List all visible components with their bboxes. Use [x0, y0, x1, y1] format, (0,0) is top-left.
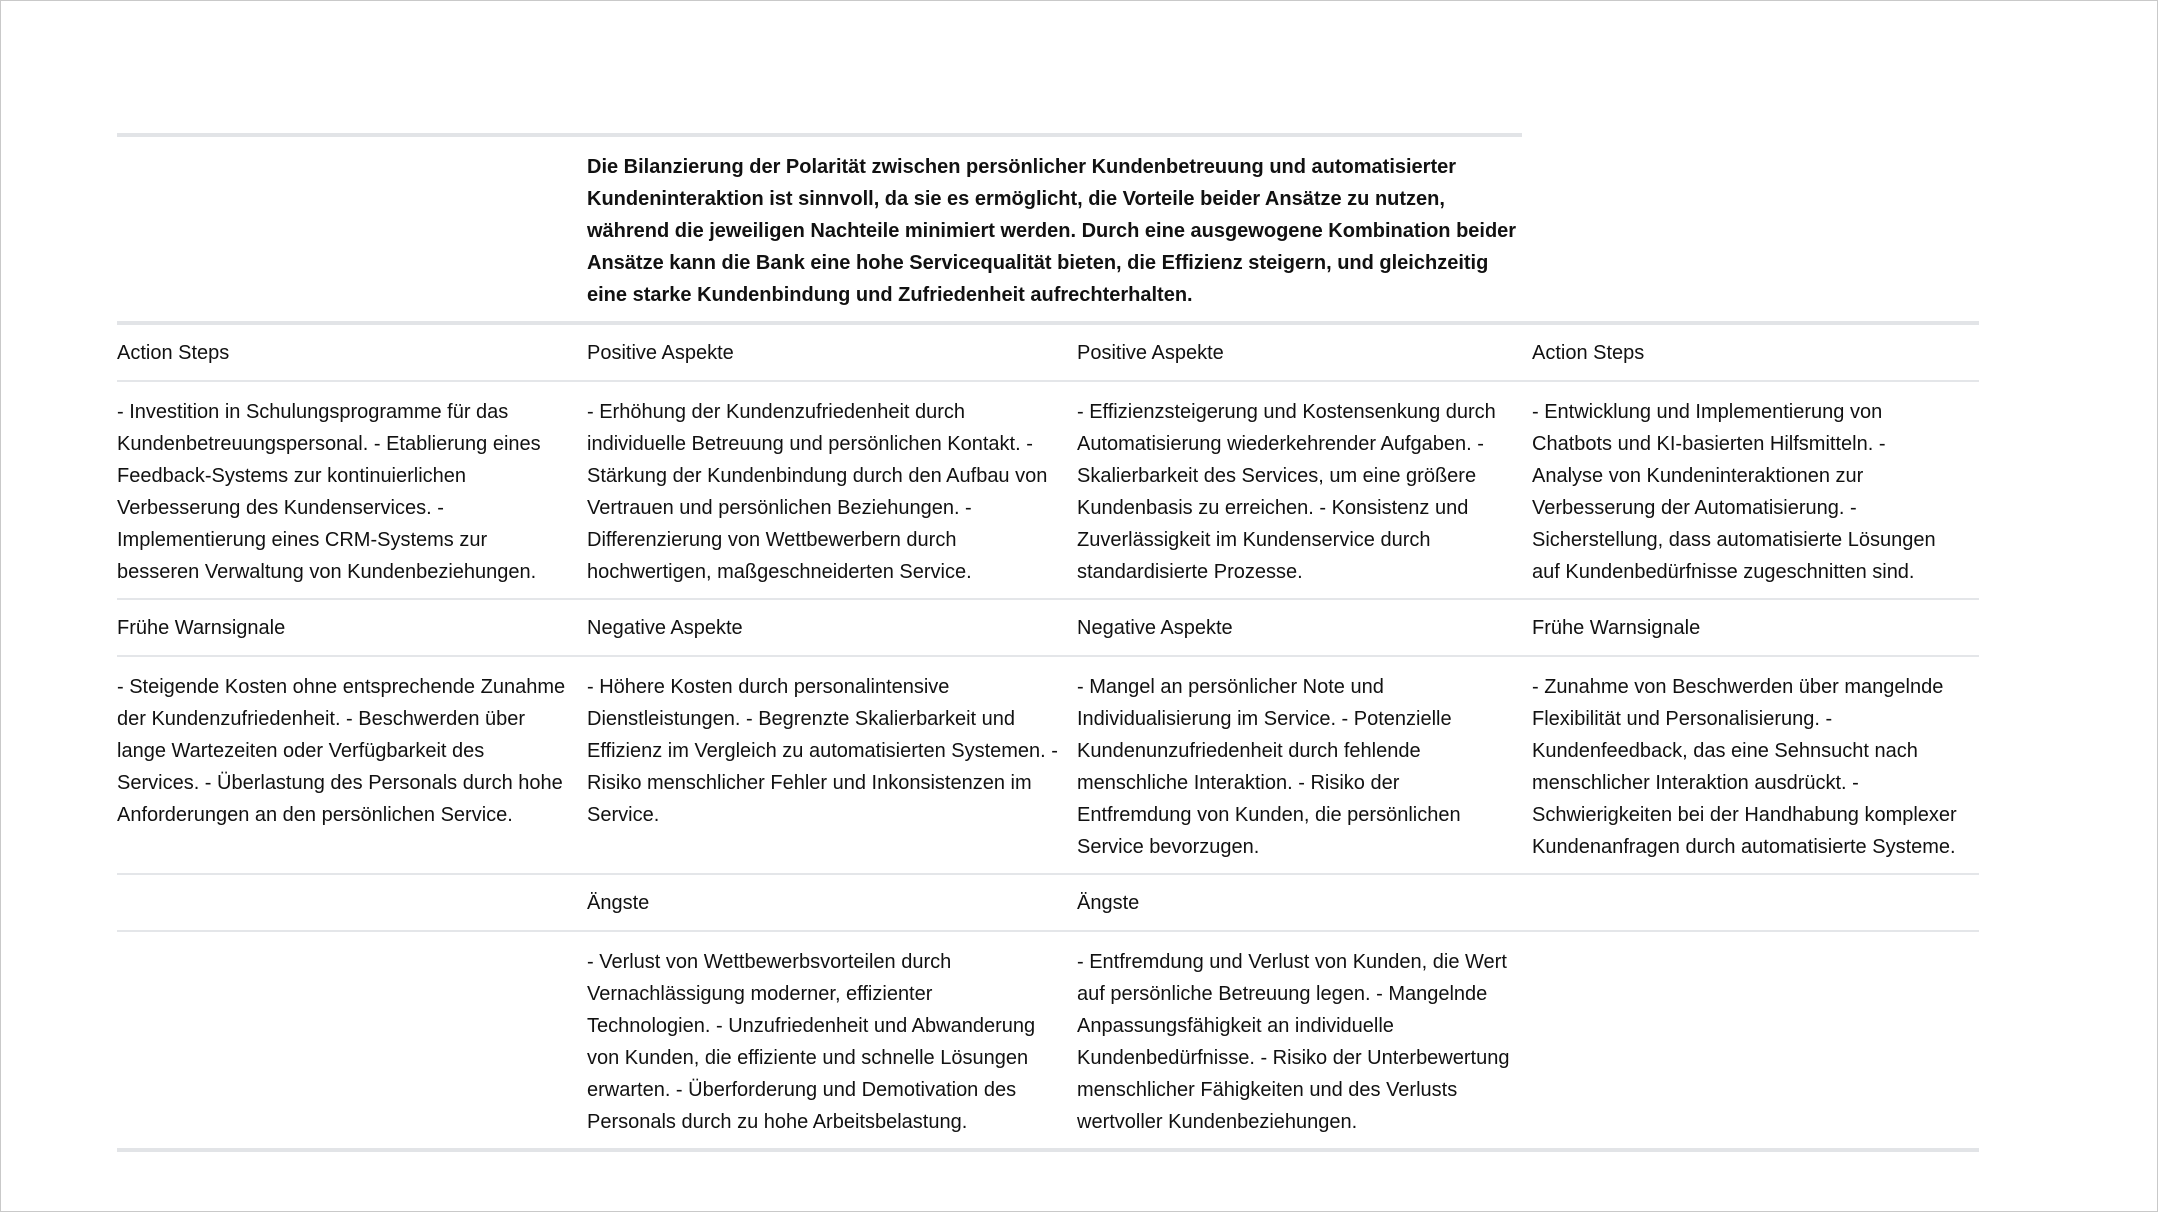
intro-spacer: [117, 137, 587, 321]
header-cell-negative-left: Negative Aspekte: [587, 617, 743, 639]
intro-summary-text: Die Bilanzierung der Polarität zwischen persönlicher Kundenbetreuung und automatisierter Kundeninteraktion ist sinnvoll, da sie es ermöglicht, die Vorteile beider Ansätze zu nutzen, während die jeweiligen Nachteile minimiert werden. Durch eine ausgewogene Kombination beider Ansätze kann die Bank eine hohe Servicequalität bieten, die Effizienz steigern, und gleichzeitig eine starke Kundenbindung und Zufriedenheit aufrechterhalten.: [587, 156, 1517, 306]
table-row: [117, 655, 1979, 873]
header-cell-fears-right: Ängste: [1077, 892, 1140, 914]
table-row: [117, 930, 1979, 1148]
header-cell-negative-right: Negative Aspekte: [1077, 617, 1233, 639]
cell-action-steps-right: - Entwicklung und Implementierung von Chatbots und KI-basierten Hilfsmitteln. - Analyse von Kundeninteraktionen zur Verbesserung der Automatisierung. - Sicherstellung, dass automatisierte Lösungen auf Kundenbedürfnisse zugeschnitten sind.: [1532, 401, 1936, 583]
intro-row: [117, 137, 1979, 321]
header-cell-action-steps-left: Action Steps: [117, 342, 230, 364]
cell-positive-right: - Effizienzsteigerung und Kostensenkung durch Automatisierung wiederkehrender Aufgaben. - Skalierbarkeit des Services, um eine größere Kundenbasis zu erreichen. - Konsistenz und Zuverlässigkeit im Kundenservice durch standardisierte Prozesse.: [1077, 401, 1496, 583]
header-cell-action-steps-right: Action Steps: [1532, 342, 1645, 364]
header-cell-fears-left: Ängste: [587, 892, 650, 914]
cell-empty-left: [117, 932, 587, 1148]
cell-warning-left: - Steigende Kosten ohne entsprechende Zunahme der Kundenzufriedenheit. - Beschwerden über lange Wartezeiten oder Verfügbarkeit des Services. - Überlastung des Personals durch hohe Anforderungen an den persönlichen Service.: [117, 676, 566, 826]
header-cell-empty-right: [1532, 875, 1979, 930]
polarity-table: [117, 321, 1979, 1152]
cell-fears-right: - Entfremdung und Verlust von Kunden, die Wert auf persönliche Betreuung legen. - Mangelnde Anpassungsfähigkeit an individuelle Kundenbedürfnisse. - Risiko der Unterbewertung menschlicher Fähigkeiten und des Verlusts wertvoller Kundenbeziehungen.: [1077, 951, 1510, 1133]
table-header-row: [117, 873, 1979, 930]
cell-action-steps-left: - Investition in Schulungsprogramme für das Kundenbetreuungspersonal. - Etablierung eines Feedback-Systems zur kontinuierlichen Verbesserung des Kundenservices. - Implementierung eines CRM-Systems zur besseren Verwaltung von Kundenbeziehungen.: [117, 401, 541, 583]
cell-positive-left: - Erhöhung der Kundenzufriedenheit durch individuelle Betreuung und persönlichen Kontakt. - Stärkung der Kundenbindung durch den Aufbau von Vertrauen und persönlichen Beziehungen. - Differenzierung von Wettbewerbern durch hochwertigen, maßgeschneiderten Service.: [587, 401, 1048, 583]
header-cell-positive-right: Positive Aspekte: [1077, 342, 1224, 364]
cell-fears-left: - Verlust von Wettbewerbsvorteilen durch Vernachlässigung moderner, effizienter Technologien. - Unzufriedenheit und Abwanderung von Kunden, die effiziente und schnelle Lösungen erwarten. - Überforderung und Demotivation des Personals durch zu hohe Arbeitsbelastung.: [587, 951, 1036, 1133]
cell-empty-right: [1532, 932, 1979, 1148]
header-cell-warning-left: Frühe Warnsignale: [117, 617, 286, 639]
polarity-map-content: [117, 133, 1979, 1152]
table-row: [117, 380, 1979, 598]
header-cell-warning-right: Frühe Warnsignale: [1532, 617, 1701, 639]
header-cell-positive-left: Positive Aspekte: [587, 342, 734, 364]
cell-negative-left: - Höhere Kosten durch personalintensive Dienstleistungen. - Begrenzte Skalierbarkeit und Effizienz im Vergleich zu automatisierten Systemen. - Risiko menschlicher Fehler und Inkonsistenzen im Service.: [587, 676, 1058, 826]
cell-warning-right: - Zunahme von Beschwerden über mangelnde Flexibilität und Personalisierung. - Kundenfeedback, das eine Sehnsucht nach menschlicher Interaktion ausdrückt. - Schwierigkeiten bei der Handhabung komplexer Kundenanfragen durch automatisierte Systeme.: [1532, 676, 1957, 858]
header-cell-empty-left: [117, 875, 587, 930]
cell-negative-right: - Mangel an persönlicher Note und Individualisierung im Service. - Potenzielle Kundenunzufriedenheit durch fehlende menschliche Interaktion. - Risiko der Entfremdung von Kunden, die persönlichen Service bevorzugen.: [1077, 676, 1461, 858]
table-header-row: [117, 325, 1979, 380]
table-header-row: [117, 598, 1979, 655]
